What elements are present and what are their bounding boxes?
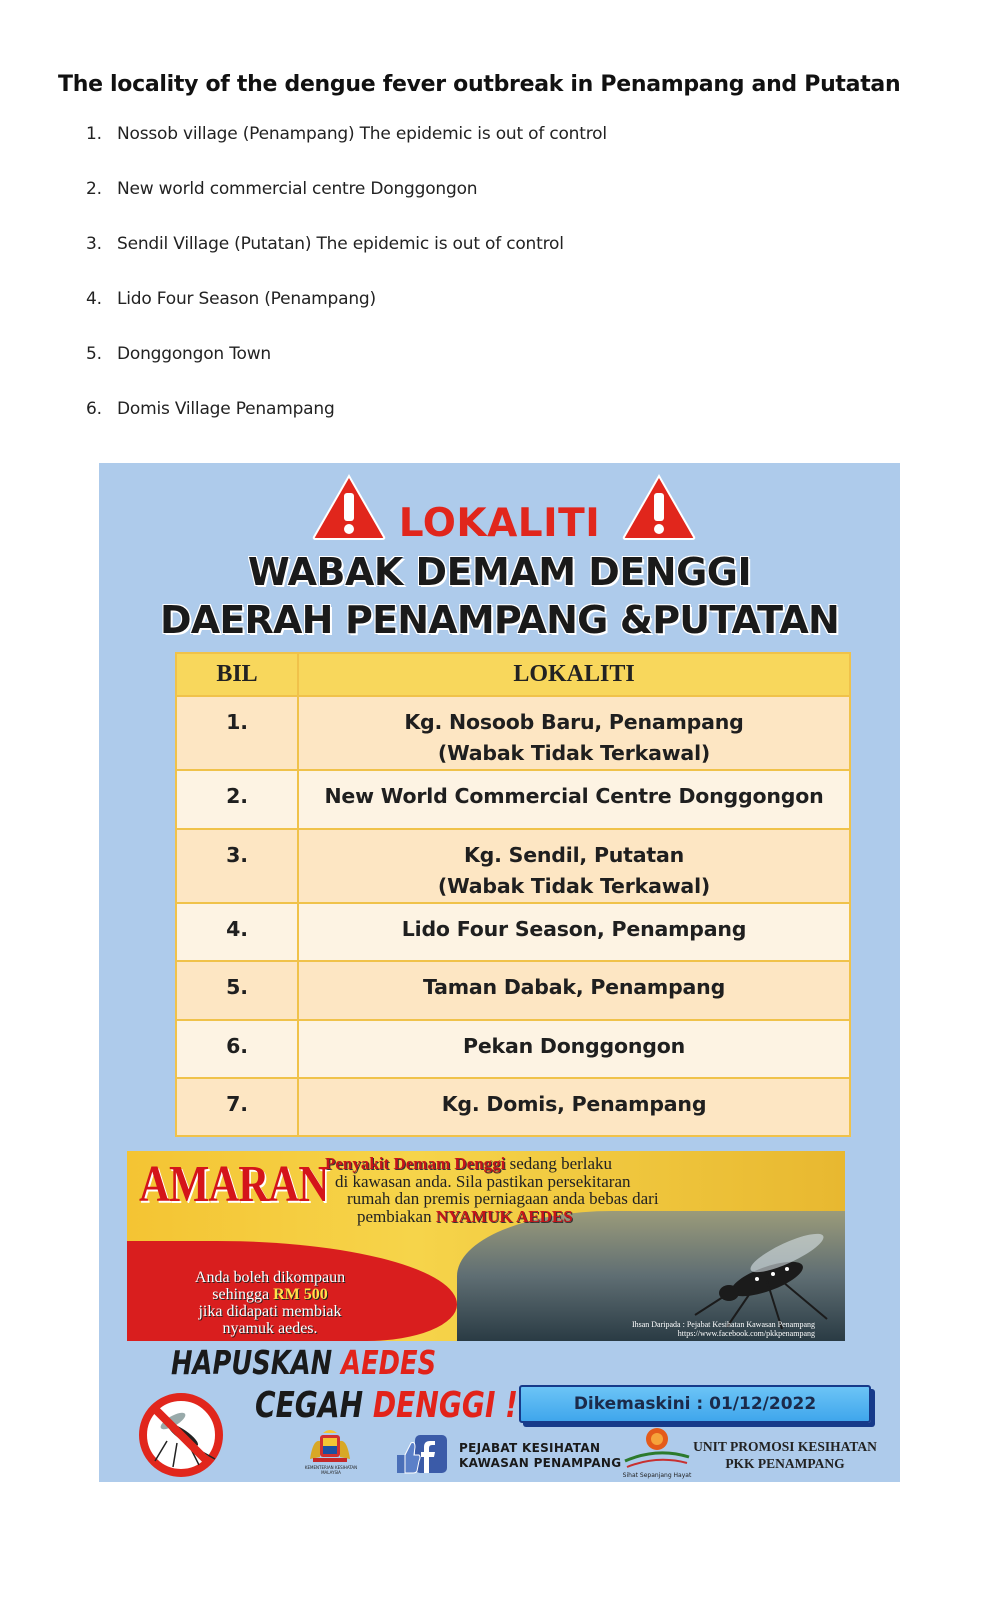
banner-text: sedang berlaku <box>505 1154 613 1173</box>
unit-promosi-line: PKK PENAMPANG <box>725 1456 845 1471</box>
row-number: 7. <box>176 1078 298 1136</box>
malaysia-crest-icon <box>305 1429 355 1463</box>
facebook-page-name <box>459 1441 621 1471</box>
list-item <box>86 399 607 454</box>
crest-label-line: KEMENTERIAN KESIHATAN <box>304 1465 358 1470</box>
no-mosquito-icon <box>137 1391 225 1479</box>
table-header-row <box>176 653 850 696</box>
banner-highlight: NYAMUK AEDES <box>435 1206 573 1226</box>
warning-icon <box>621 473 697 541</box>
table-row <box>176 696 850 770</box>
mosquito-icon <box>687 1219 837 1331</box>
row-locality <box>298 903 850 961</box>
locality-list <box>86 124 607 454</box>
row-number: 6. <box>176 1020 298 1078</box>
row-locality <box>298 770 850 829</box>
crest-label <box>289 1465 373 1475</box>
facebook-like-icon <box>395 1433 449 1475</box>
list-item <box>86 289 607 344</box>
row-locality <box>298 696 850 770</box>
list-item-text: Sendil Village (Putatan) The epidemic is out of control <box>117 234 564 254</box>
amaran-label: AMARAN <box>139 1156 329 1213</box>
row-locality <box>298 1078 850 1136</box>
row-number: 2. <box>176 770 298 829</box>
row-locality <box>298 829 850 903</box>
list-item-text: Lido Four Season (Penampang) <box>117 289 376 309</box>
row-locality-name: Lido Four Season, Penampang <box>401 917 747 941</box>
fine-text: sehingga <box>212 1286 274 1303</box>
table-row <box>176 1078 850 1136</box>
list-item-text: Domis Village Penampang <box>117 399 335 419</box>
list-item-text: New world commercial centre Donggongon <box>117 179 478 199</box>
credit-url: https://www.facebook.com/pkkpenampang <box>677 1329 815 1338</box>
unit-promosi-line: UNIT PROMOSI KESIHATAN <box>693 1439 877 1454</box>
banner-credit <box>632 1320 815 1338</box>
fine-amount: RM 500 <box>273 1286 328 1303</box>
row-number: 5. <box>176 961 298 1020</box>
row-locality-name: Pekan Donggongon <box>463 1034 685 1058</box>
poster-title-line1: WABAK DEMAM DENGGI <box>247 550 752 594</box>
document-title: The locality of the dengue fever outbreak in Penampang and Putatan <box>58 72 901 97</box>
banner-highlight: Penyakit Demam Denggi <box>325 1154 506 1173</box>
table-header-lokaliti: LOKALITI <box>298 653 850 696</box>
row-number: 4. <box>176 903 298 961</box>
row-locality <box>298 1020 850 1078</box>
slogan-cegah-denggi <box>255 1385 518 1426</box>
row-number: 1. <box>176 696 298 770</box>
kk-logo-icon <box>619 1425 695 1477</box>
table-row <box>176 1020 850 1078</box>
list-item-number: 3. <box>86 234 102 254</box>
locality-table <box>175 652 851 1137</box>
facebook-page-line: KAWASAN PENAMPANG <box>459 1456 622 1470</box>
row-locality-name: Kg. Domis, Penampang <box>441 1092 707 1116</box>
table-header-bil: BIL <box>176 653 298 696</box>
updated-date-box: Dikemaskini : 01/12/2022 <box>519 1385 871 1423</box>
row-number: 3. <box>176 829 298 903</box>
list-item-text: Donggongon Town <box>117 344 271 364</box>
row-locality-name: Kg. Nosoob Baru, Penampang <box>404 710 744 734</box>
fine-text: jika didapati membiak <box>198 1303 342 1320</box>
list-item <box>86 124 607 179</box>
unit-promosi-label <box>687 1438 883 1472</box>
table-row <box>176 829 850 903</box>
list-item <box>86 344 607 399</box>
slogan-text-red: DENGGI ! <box>372 1385 518 1426</box>
table-row <box>176 903 850 961</box>
slogan-hapuskan-aedes <box>171 1343 436 1382</box>
row-locality-note: (Wabak Tidak Terkawal) <box>437 874 711 898</box>
table-row <box>176 961 850 1020</box>
crest-label-line: MALAYSIA <box>321 1470 341 1475</box>
kk-tagline: Sihat Sepanjang Hayat <box>622 1472 692 1479</box>
list-item-number: 4. <box>86 289 102 309</box>
amaran-banner <box>127 1151 845 1341</box>
row-locality-name: Kg. Sendil, Putatan <box>463 843 685 867</box>
list-item-number: 2. <box>86 179 102 199</box>
row-locality <box>298 961 850 1020</box>
poster-title-line2: DAERAH PENAMPANG &PUTATAN <box>160 598 839 642</box>
list-item-number: 6. <box>86 399 102 419</box>
row-locality-name: New World Commercial Centre Donggongon <box>324 784 824 808</box>
list-item-number: 1. <box>86 124 102 144</box>
dengue-poster <box>99 463 900 1482</box>
slogan-text: CEGAH <box>255 1385 373 1426</box>
list-item <box>86 179 607 234</box>
slogan-text: HAPUSKAN <box>171 1343 342 1382</box>
fine-text: Anda boleh dikompaun <box>194 1269 346 1286</box>
credit-text: Ihsan Daripada : Pejabat Kesihatan Kawasan Penampang <box>631 1320 815 1329</box>
list-item <box>86 234 607 289</box>
list-item-number: 5. <box>86 344 102 364</box>
row-locality-name: Taman Dabak, Penampang <box>422 975 726 999</box>
facebook-page-line: PEJABAT KESIHATAN <box>459 1441 601 1455</box>
banner-message <box>325 1155 840 1225</box>
slogan-text-red: AEDES <box>341 1343 437 1382</box>
list-item-text: Nossob village (Penampang) The epidemic is out of control <box>117 124 607 144</box>
row-locality-note: (Wabak Tidak Terkawal) <box>437 741 711 765</box>
poster-heading: LOKALITI <box>398 501 601 546</box>
fine-text: nyamuk aedes. <box>222 1320 318 1337</box>
banner-text: di kawasan anda. Sila pastikan persekitaran <box>335 1171 631 1191</box>
table-row <box>176 770 850 829</box>
fine-notice <box>155 1269 385 1337</box>
banner-text: rumah dan premis perniagaan anda bebas dari <box>347 1189 659 1208</box>
banner-text: pembiakan <box>357 1206 436 1226</box>
